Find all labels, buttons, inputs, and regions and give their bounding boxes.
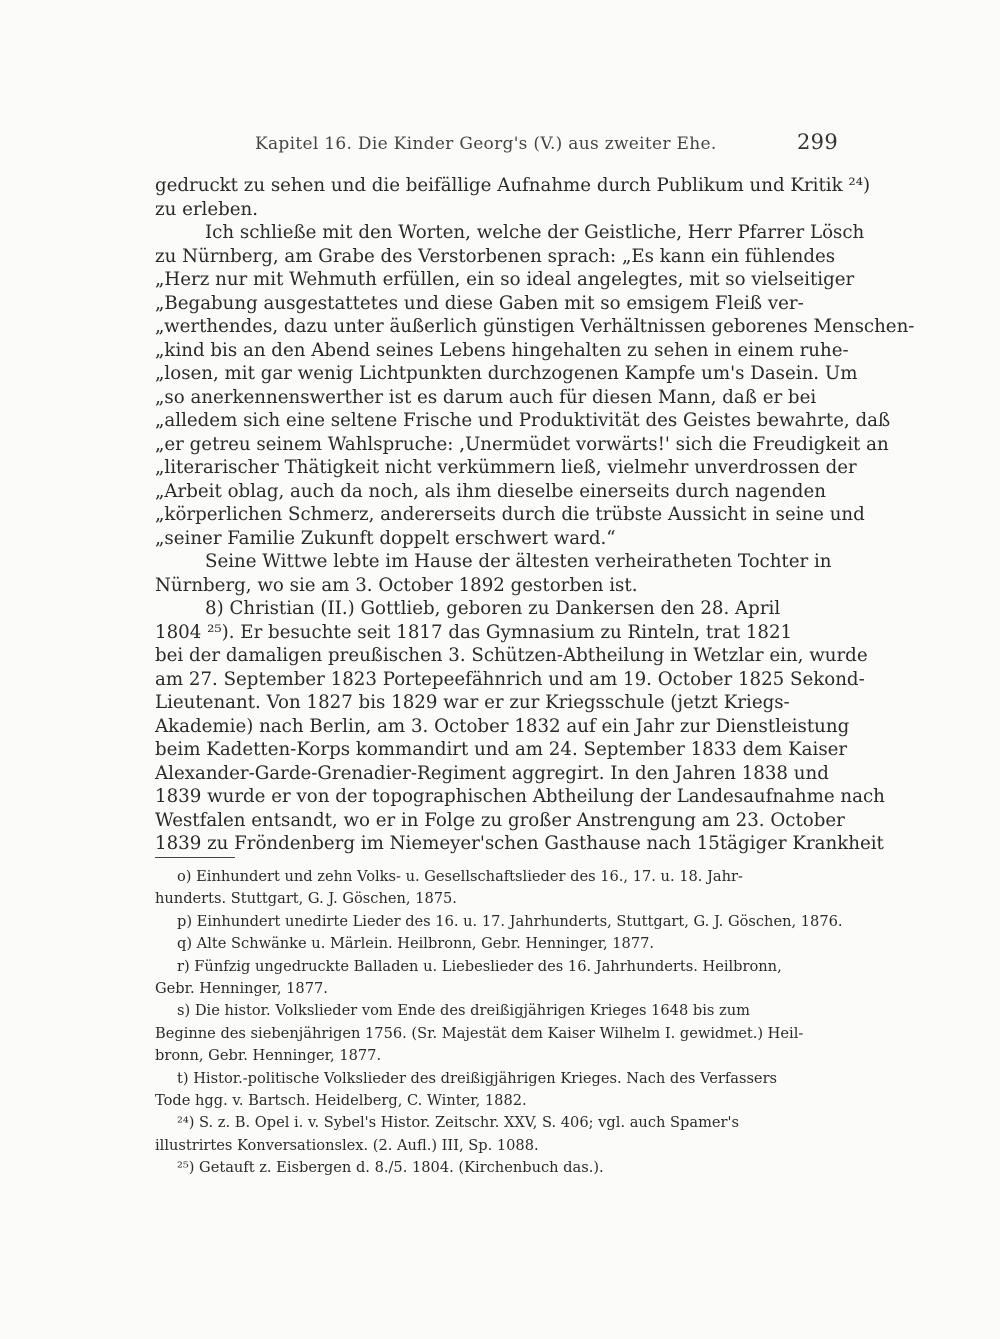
- page-header: [155, 128, 838, 158]
- footnote-line: t) Histor.-politische Volkslieder des dreißigjährigen Krieges. Nach des Verfassers: [177, 1069, 778, 1087]
- text-line: „kind bis an den Abend seines Lebens hingehalten zu sehen in einem ruhe-: [155, 339, 849, 361]
- text-line: Alexander-Garde-Grenadier-Regiment aggregirt. In den Jahren 1838 und: [155, 762, 829, 784]
- footnote-line: ²⁴) S. z. B. Opel i. v. Sybel's Histor. Zeitschr. XXV, S. 406; vgl. auch Spamer's: [177, 1114, 740, 1132]
- footnote-separator: [155, 857, 235, 858]
- text-line: beim Kadetten-Korps kommandirt und am 24. September 1833 dem Kaiser: [155, 739, 848, 760]
- footnote-line: bronn, Gebr. Henninger, 1877.: [155, 1047, 382, 1065]
- page-number: 299: [797, 130, 838, 154]
- text-line: „Herz nur mit Wehmuth erfüllen, ein so ideal angelegtes, mit so vielseitiger: [155, 269, 855, 290]
- text-line: „körperlichen Schmerz, andererseits durch die trübste Aussicht in seine und: [155, 504, 865, 525]
- text-line: am 27. September 1823 Portepeefähnrich und am 19. October 1825 Sekond-: [155, 668, 865, 690]
- text-line: „seiner Familie Zukunft doppelt erschwert ward.“: [155, 527, 616, 549]
- footnote-line: r) Fünfzig ungedruckte Balladen u. Liebeslieder des 16. Jahrhunderts. Heilbronn,: [177, 957, 782, 975]
- footnote-line: hunderts. Stuttgart, G. J. Göschen, 1875.: [155, 890, 457, 908]
- text-line: „werthendes, dazu unter äußerlich günstigen Verhältnissen geborenes Menschen-: [155, 316, 915, 337]
- running-title: Kapitel 16. Die Kinder Georg's (V.) aus zweiter Ehe.: [255, 134, 717, 154]
- footnotes: [155, 866, 843, 1179]
- text-line: „losen, mit gar wenig Lichtpunkten durchzogenen Kampfe um's Dasein. Um: [155, 363, 858, 384]
- text-line: „alledem sich eine seltene Frische und Produktivität des Geistes bewahrte, daß: [155, 410, 891, 431]
- text-line: 1804 ²⁵). Er besuchte seit 1817 das Gymnasium zu Rinteln, trat 1821: [155, 621, 793, 643]
- footnote-line: Tode hgg. v. Bartsch. Heidelberg, C. Winter, 1882.: [155, 1091, 527, 1109]
- footnote-line: p) Einhundert unedirte Lieder des 16. u. 17. Jahrhunderts, Stuttgart, G. J. Göschen, 1876.: [177, 912, 843, 930]
- text-line: „er getreu seinem Wahlspruche: ‚Unermüdet vorwärts!' sich die Freudigkeit an: [155, 433, 889, 455]
- text-line: Akademie) nach Berlin, am 3. October 1832 auf ein Jahr zur Dienstleistung: [155, 715, 850, 737]
- footnote-line: Beginne des siebenjährigen 1756. (Sr. Majestät dem Kaiser Wilhelm I. gewidmet.) Heil-: [155, 1024, 804, 1042]
- footnote-line: illustrirtes Konversationslex. (2. Aufl.) III, Sp. 1088.: [155, 1136, 539, 1154]
- text-line: 1839 zu Fröndenberg im Niemeyer'schen Gasthause nach 15tägiger Krankheit: [155, 833, 884, 854]
- text-line: Nürnberg, wo sie am 3. October 1892 gestorben ist.: [155, 574, 638, 596]
- text-line: bei der damaligen preußischen 3. Schützen-Abtheilung in Wetzlar ein, wurde: [155, 645, 868, 666]
- text-line: Westfalen entsandt, wo er in Folge zu großer Anstrengung am 23. October: [155, 809, 845, 831]
- footnote-line: s) Die histor. Volkslieder vom Ende des dreißigjährigen Krieges 1648 bis zum: [177, 1002, 750, 1020]
- text-line: zu Nürnberg, am Grabe des Verstorbenen sprach: „Es kann ein fühlendes: [155, 245, 836, 267]
- text-line: Ich schließe mit den Worten, welche der Geistliche, Herr Pfarrer Lösch: [205, 222, 865, 243]
- text-line: gedruckt zu sehen und die beifällige Aufnahme durch Publikum und Kritik ²⁴): [155, 175, 871, 196]
- text-line: „literarischer Thätigkeit nicht verkümmern ließ, vielmehr unverdrossen der: [155, 457, 857, 478]
- text-line: Lieutenant. Von 1827 bis 1829 war er zur Kriegsschule (jetzt Kriegs-: [155, 692, 790, 713]
- body-text: [155, 174, 915, 856]
- footnote-line: Gebr. Henninger, 1877.: [155, 979, 328, 997]
- footnote-line: ²⁵) Getauft z. Eisbergen d. 8./5. 1804. (Kirchenbuch das.).: [177, 1159, 604, 1177]
- text-line: „Begabung ausgestattetes und diese Gaben mit so emsigem Fleiß ver-: [155, 292, 804, 314]
- text-line: zu erleben.: [155, 198, 259, 220]
- footnote-line: q) Alte Schwänke u. Märlein. Heilbronn, Gebr. Henninger, 1877.: [177, 935, 655, 953]
- text-line: Seine Wittwe lebte im Hause der ältesten verheiratheten Tochter in: [205, 551, 832, 572]
- footnote-line: o) Einhundert und zehn Volks- u. Gesellschaftslieder des 16., 17. u. 18. Jahr-: [177, 868, 743, 885]
- text-line-christian: 8) Christian (II.) Gottlieb, geboren zu Dankersen den 28. April: [205, 598, 781, 619]
- text-line: „Arbeit oblag, auch da noch, als ihm dieselbe einerseits durch nagenden: [155, 480, 826, 502]
- text-line: 1839 wurde er von der topographischen Abtheilung der Landesaufnahme nach: [155, 786, 885, 807]
- text-line: „so anerkennenswerther ist es darum auch für diesen Mann, daß er bei: [155, 386, 817, 408]
